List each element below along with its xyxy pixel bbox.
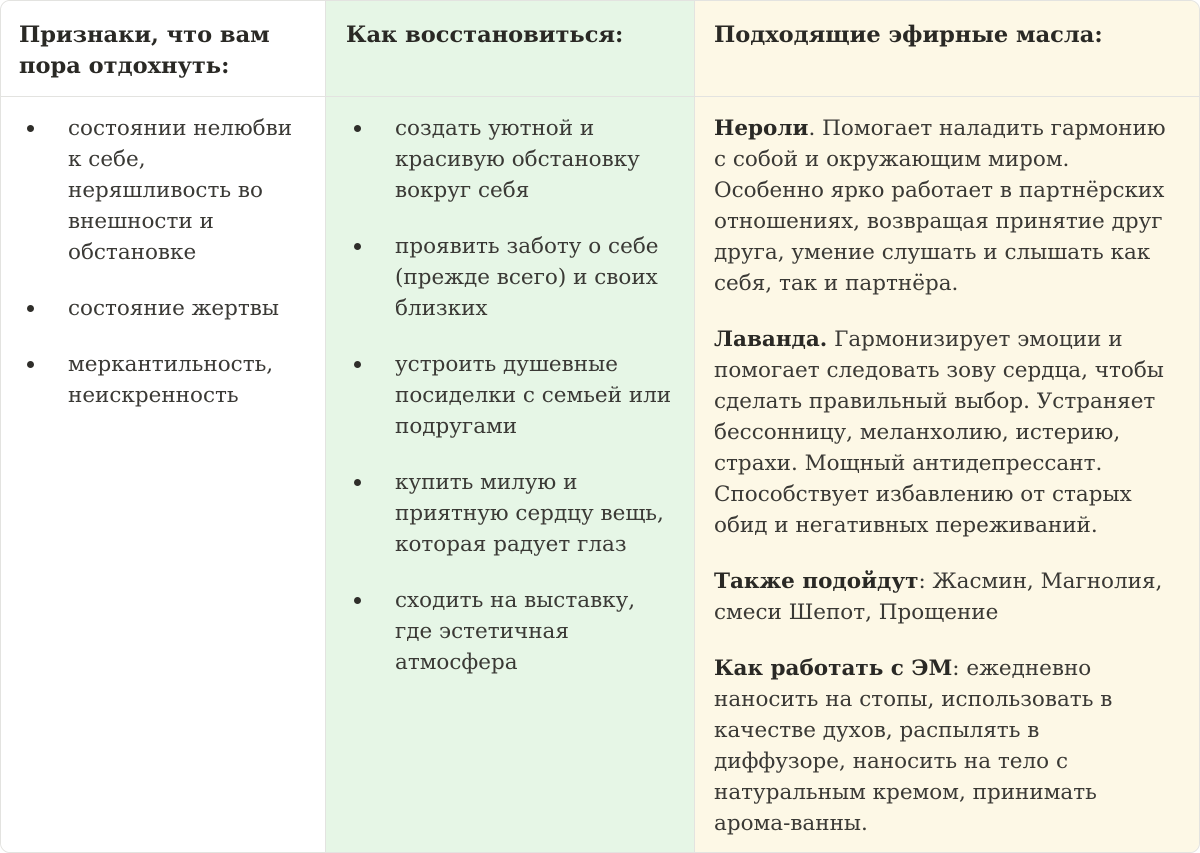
oil-lavender xyxy=(714,324,1177,541)
list-item: купить милую и приятную сердцу вещь, которая радует глаз xyxy=(326,467,694,560)
term-neroli: Нероли xyxy=(714,116,809,141)
oil-how-to-use xyxy=(714,653,1177,839)
bullet-icon xyxy=(27,125,34,132)
desc-how-to-use: : ежедневно наносить на стопы, использовать в качестве духов, распылять в диффузоре, наносить на тело с натуральным кремом, принимать арома-ванны. xyxy=(714,656,1113,836)
cell-signs xyxy=(1,97,325,411)
list-item: сходить на выставку, где эстетичная атмосфера xyxy=(326,585,694,678)
bullet-icon xyxy=(354,243,361,250)
list-item: создать уютной и красивую обстановку вокруг себя xyxy=(326,113,694,206)
term-also-suitable: Также подойдут xyxy=(714,569,919,594)
cell-recover xyxy=(326,97,694,678)
oil-neroli xyxy=(714,113,1177,299)
header-signs: Признаки, что вам пора отдохнуть: xyxy=(1,1,325,97)
cell-oils xyxy=(695,97,1199,839)
column-signs xyxy=(1,1,325,852)
bullet-icon xyxy=(27,361,34,368)
desc-lavender: Гармонизирует эмоции и помогает следовать зову сердца, чтобы сделать правильный выбор. Устраняет бессонницу, меланхолию, истерию, страхи. Мощный антидепрессант. Способствует избавлению от старых обид и негативных переживаний. xyxy=(714,327,1164,538)
header-oils: Подходящие эфирные масла: xyxy=(695,1,1199,97)
desc-neroli: . Помогает наладить гармонию с собой и окружающим миром. Особенно ярко работает в партнёрских отношениях, возвращая принятие друг друга, умение слушать и слышать как себя, так и партнёра. xyxy=(714,116,1166,296)
term-how-to-use: Как работать с ЭМ xyxy=(714,656,953,681)
bullet-icon xyxy=(354,125,361,132)
header-recover: Как восстановиться: xyxy=(326,1,694,97)
bullet-icon xyxy=(354,597,361,604)
desc-also-suitable: : Жасмин, Магнолия, смеси Шепот, Прощение xyxy=(714,569,1163,625)
list-item: состояние жертвы xyxy=(1,293,325,324)
list-item: проявить заботу о себе (прежде всего) и своих близких xyxy=(326,231,694,324)
list-item: состоянии нелюбви к себе, неряшливость во внешности и обстановке xyxy=(1,113,325,268)
bullet-icon xyxy=(354,361,361,368)
bullet-icon xyxy=(27,305,34,312)
signs-list xyxy=(1,113,325,411)
list-item: устроить душевные посиделки с семьей или подругами xyxy=(326,349,694,442)
column-oils xyxy=(694,1,1199,852)
column-recover xyxy=(325,1,694,852)
bullet-icon xyxy=(354,479,361,486)
list-item: меркантильность, неискренность xyxy=(1,349,325,411)
term-lavender: Лаванда. xyxy=(714,327,828,352)
recover-list xyxy=(326,113,694,678)
oil-also-suitable xyxy=(714,566,1177,628)
